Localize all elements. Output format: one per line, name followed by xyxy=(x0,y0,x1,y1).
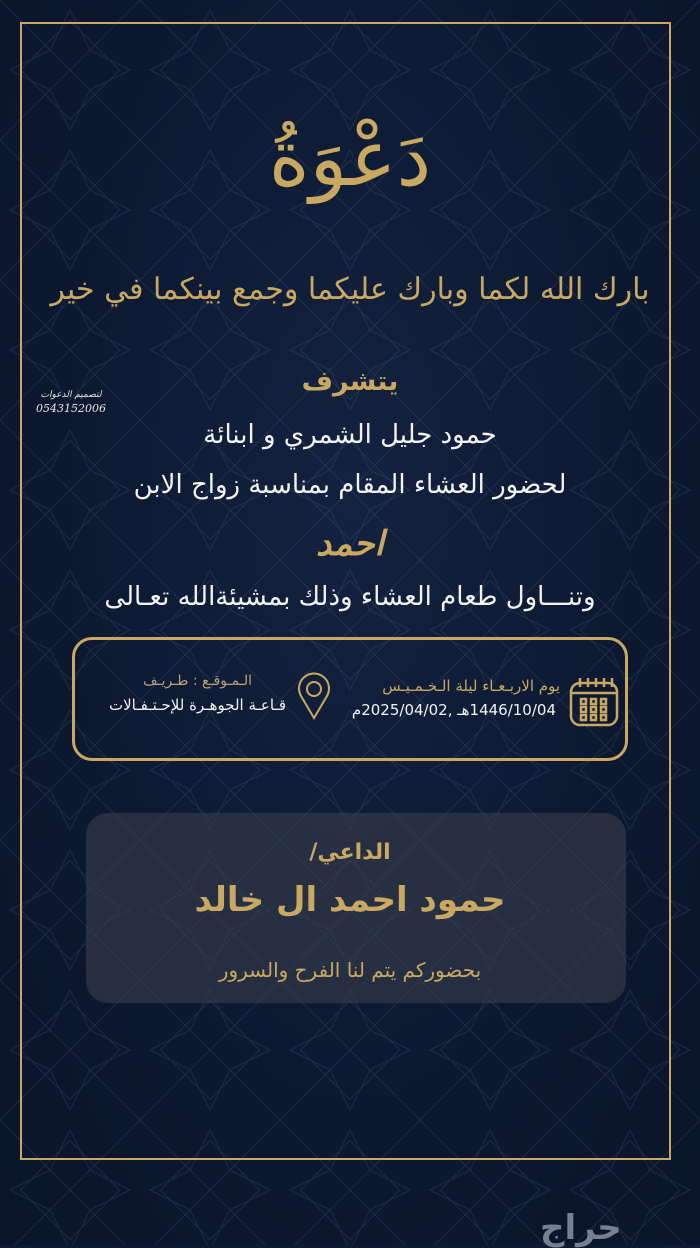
designer-phone: 0543152006 xyxy=(36,402,106,415)
groom-name: احمد xyxy=(316,524,384,564)
calendar-icon xyxy=(568,675,620,727)
blessing-calligraphy: بارك الله لكما وبارك عليكما وجمع بينكما في خير xyxy=(50,272,650,307)
host-message: بحضوركم يتم لنا الفرح والسرور xyxy=(218,958,482,982)
host-label: الداعي/ xyxy=(309,840,391,865)
haraj-watermark-logo: حراج xyxy=(540,1208,622,1248)
designer-label: لتصميم الدعوات xyxy=(40,390,102,400)
location-pin-icon xyxy=(296,672,332,720)
event-day: يوم الاربـعـاء ليلة الـخـمـيـس xyxy=(382,677,560,695)
host-name: حمود احمد ال خالد xyxy=(194,880,506,920)
location-label: الـمـوقـع : طـريـف xyxy=(142,673,252,689)
invitation-title: دَعْوَةُ xyxy=(268,114,432,204)
occasion-text: لحضور العشاء المقام بمناسبة زواج الابن xyxy=(133,470,567,500)
dinner-text: وتنـــاول طعام العشاء وذلك بمشيئةالله تعـالى xyxy=(104,582,596,612)
location-venue: قـاعـة الجوهـرة للإحـتـفـالات xyxy=(108,696,286,714)
honored-heading: يتشرف xyxy=(301,366,399,397)
event-date: 1446/10/04هـ ,2025/04/02م xyxy=(351,701,556,719)
host-family: حمود جليل الشمري و ابنائة xyxy=(203,420,497,450)
